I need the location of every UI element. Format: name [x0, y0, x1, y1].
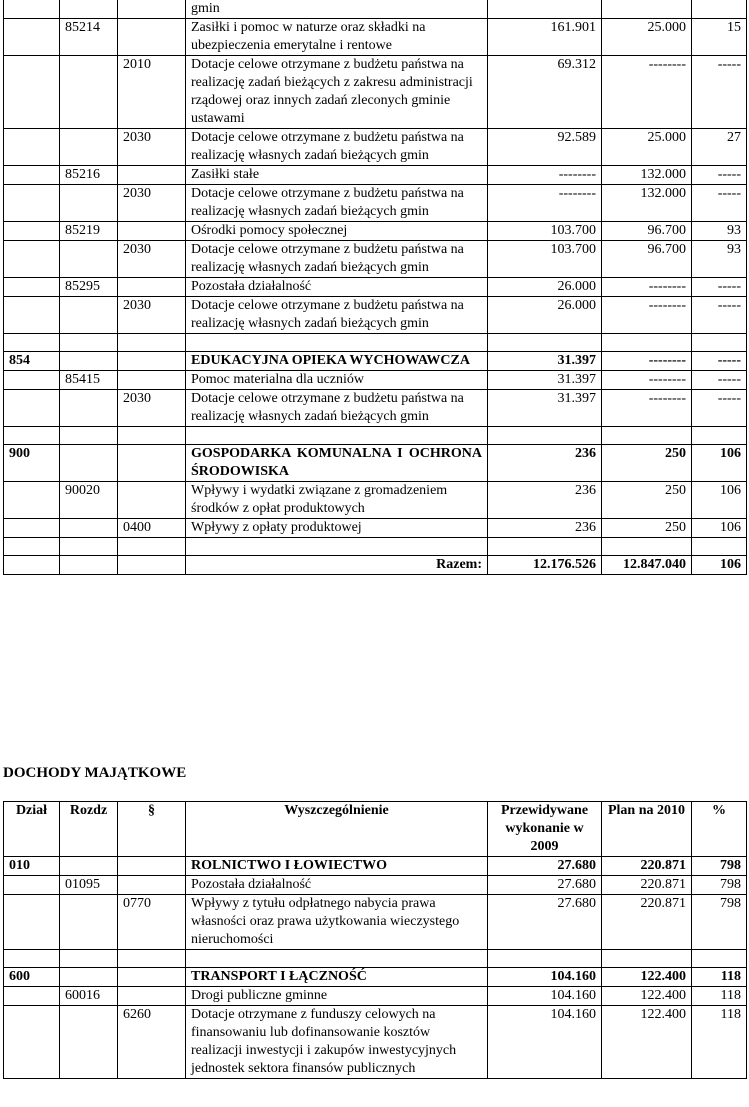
description-cell: TRANSPORT I ŁĄCZNOŚĆ	[186, 968, 488, 987]
percent-cell: 106	[692, 445, 747, 482]
rozdz-cell: 85295	[60, 278, 118, 297]
empty-cell	[186, 538, 488, 556]
paragraph-cell	[118, 987, 186, 1006]
rozdz-cell	[60, 297, 118, 334]
empty-cell	[4, 427, 60, 445]
plan-value-cell	[602, 0, 692, 19]
table-row	[4, 968, 747, 987]
paragraph-cell	[118, 352, 186, 371]
paragraph-cell: 0770	[118, 895, 186, 950]
table-row	[4, 352, 747, 371]
paragraph-cell	[118, 371, 186, 390]
percent-cell: 106	[692, 519, 747, 538]
empty-cell	[118, 334, 186, 352]
plan-value-cell: 122.400	[602, 968, 692, 987]
expected-value-cell: 26.000	[488, 278, 602, 297]
table-row	[4, 538, 747, 556]
expected-value-cell: 103.700	[488, 241, 602, 278]
rozdz-cell	[60, 895, 118, 950]
rozdz-cell	[60, 1006, 118, 1079]
percent-cell: -----	[692, 352, 747, 371]
description-cell: Dotacje otrzymane z funduszy celowych na finansowaniu lub dofinansowanie kosztów realizacji inwestycji i zakupów inwestycyjnych jednostek sektora finansów publicznych	[186, 1006, 488, 1079]
description-cell: EDUKACYJNA OPIEKA WYCHOWAWCZA	[186, 352, 488, 371]
table-row	[4, 857, 747, 876]
table-row	[4, 427, 747, 445]
empty-cell	[4, 538, 60, 556]
dzial-cell	[4, 519, 60, 538]
paragraph-cell: 0400	[118, 519, 186, 538]
plan-value-cell: 250	[602, 482, 692, 519]
description-cell: Pomoc materialna dla uczniów	[186, 371, 488, 390]
rozdz-cell: 60016	[60, 987, 118, 1006]
expected-value-cell: 104.160	[488, 1006, 602, 1079]
description-cell: Pozostała działalność	[186, 278, 488, 297]
table-header-row	[4, 802, 747, 857]
rozdz-cell	[60, 0, 118, 19]
description-cell: Dotacje celowe otrzymane z budżetu państwa na realizację własnych zadań bieżących gmin	[186, 129, 488, 166]
plan-value-cell: 96.700	[602, 222, 692, 241]
empty-cell	[60, 427, 118, 445]
empty-cell	[488, 538, 602, 556]
empty-cell	[692, 427, 747, 445]
rozdz-cell	[60, 857, 118, 876]
table-row	[4, 19, 747, 56]
expected-value-cell: 236	[488, 519, 602, 538]
description-cell: ROLNICTWO I ŁOWIECTWO	[186, 857, 488, 876]
paragraph-cell	[118, 445, 186, 482]
dzial-cell: 010	[4, 857, 60, 876]
table-row	[4, 241, 747, 278]
plan-value-cell: 220.871	[602, 895, 692, 950]
table-row	[4, 371, 747, 390]
empty-cell	[118, 950, 186, 968]
table-row	[4, 0, 747, 19]
table-row	[4, 297, 747, 334]
table-row	[4, 482, 747, 519]
percent-cell: -----	[692, 371, 747, 390]
description-cell: GOSPODARKA KOMUNALNA I OCHRONA ŚRODOWISKA	[186, 445, 488, 482]
dzial-cell: 600	[4, 968, 60, 987]
table-row	[4, 876, 747, 895]
paragraph-cell	[118, 857, 186, 876]
expected-value-cell: 26.000	[488, 297, 602, 334]
paragraph-cell	[118, 968, 186, 987]
plan-value-cell: 25.000	[602, 19, 692, 56]
dzial-cell	[4, 222, 60, 241]
table-row	[4, 556, 747, 575]
percent-cell: 93	[692, 222, 747, 241]
expected-value-cell: 27.680	[488, 895, 602, 950]
empty-cell	[186, 427, 488, 445]
percent-cell: -----	[692, 278, 747, 297]
empty-cell	[60, 538, 118, 556]
table-row	[4, 895, 747, 950]
table-row	[4, 185, 747, 222]
description-cell: Dotacje celowe otrzymane z budżetu państwa na realizację własnych zadań bieżących gmin	[186, 297, 488, 334]
header-percent: %	[692, 802, 747, 857]
expected-value-cell	[488, 0, 602, 19]
empty-cell	[602, 950, 692, 968]
percent-cell: 118	[692, 968, 747, 987]
empty-cell	[692, 950, 747, 968]
description-cell: Dotacje celowe otrzymane z budżetu państwa na realizację własnych zadań bieżących gmin	[186, 390, 488, 427]
paragraph-cell	[118, 278, 186, 297]
expected-value-cell: 103.700	[488, 222, 602, 241]
rozdz-cell	[60, 968, 118, 987]
table-row	[4, 278, 747, 297]
description-cell: Dotacje celowe otrzymane z budżetu państwa na realizację zadań bieżących z zakresu administracji rządowej oraz innych zadań zleconych gminie ustawami	[186, 56, 488, 129]
header-description: Wyszczególnienie	[186, 802, 488, 857]
expected-value-cell: 31.397	[488, 352, 602, 371]
dzial-cell	[4, 895, 60, 950]
plan-value-cell: 12.847.040	[602, 556, 692, 575]
rozdz-cell	[60, 519, 118, 538]
expected-value-cell: 236	[488, 482, 602, 519]
dzial-cell	[4, 166, 60, 185]
paragraph-cell: 2030	[118, 241, 186, 278]
description-cell: gmin	[186, 0, 488, 19]
plan-value-cell: 132.000	[602, 166, 692, 185]
dzial-cell	[4, 19, 60, 56]
rozdz-cell	[60, 185, 118, 222]
empty-cell	[186, 334, 488, 352]
percent-cell: 15	[692, 19, 747, 56]
expected-value-cell: 92.589	[488, 129, 602, 166]
dzial-cell	[4, 371, 60, 390]
header-paragraph: §	[118, 802, 186, 857]
rozdz-cell	[60, 390, 118, 427]
paragraph-cell	[118, 166, 186, 185]
percent-cell: 118	[692, 987, 747, 1006]
description-cell: Zasiłki i pomoc w naturze oraz składki na ubezpieczenia emerytalne i rentowe	[186, 19, 488, 56]
dzial-cell	[4, 390, 60, 427]
paragraph-cell	[118, 482, 186, 519]
dzial-cell	[4, 56, 60, 129]
empty-cell	[4, 334, 60, 352]
table-row	[4, 390, 747, 427]
paragraph-cell	[118, 19, 186, 56]
paragraph-cell	[118, 0, 186, 19]
dzial-cell	[4, 482, 60, 519]
table-row	[4, 1006, 747, 1079]
expected-value-cell: 69.312	[488, 56, 602, 129]
description-cell: Dotacje celowe otrzymane z budżetu państwa na realizację własnych zadań bieżących gmin	[186, 185, 488, 222]
dzial-cell	[4, 297, 60, 334]
table-row	[4, 166, 747, 185]
dzial-cell: 854	[4, 352, 60, 371]
asset-income-table	[3, 801, 747, 1079]
expected-value-cell: 104.160	[488, 987, 602, 1006]
percent-cell: 798	[692, 876, 747, 895]
header-expected-2009: Przewidywane wykonanie w 2009	[488, 802, 602, 857]
plan-value-cell: 220.871	[602, 876, 692, 895]
paragraph-cell: 2030	[118, 129, 186, 166]
rozdz-cell: 85216	[60, 166, 118, 185]
plan-value-cell: 96.700	[602, 241, 692, 278]
description-cell: Razem:	[186, 556, 488, 575]
dzial-cell	[4, 0, 60, 19]
dzial-cell	[4, 129, 60, 166]
rozdz-cell	[60, 56, 118, 129]
expected-value-cell: --------	[488, 185, 602, 222]
percent-cell: -----	[692, 390, 747, 427]
percent-cell: 106	[692, 482, 747, 519]
percent-cell: 118	[692, 1006, 747, 1079]
plan-value-cell: --------	[602, 297, 692, 334]
expected-value-cell: 236	[488, 445, 602, 482]
rozdz-cell: 90020	[60, 482, 118, 519]
empty-cell	[60, 334, 118, 352]
paragraph-cell: 2010	[118, 56, 186, 129]
empty-cell	[118, 427, 186, 445]
plan-value-cell: --------	[602, 278, 692, 297]
empty-cell	[60, 950, 118, 968]
table-row	[4, 987, 747, 1006]
percent-cell: -----	[692, 185, 747, 222]
plan-value-cell: 250	[602, 445, 692, 482]
paragraph-cell	[118, 222, 186, 241]
percent-cell: 93	[692, 241, 747, 278]
dzial-cell	[4, 278, 60, 297]
table-row	[4, 222, 747, 241]
empty-cell	[692, 538, 747, 556]
plan-value-cell: 122.400	[602, 1006, 692, 1079]
rozdz-cell: 85214	[60, 19, 118, 56]
plan-value-cell: --------	[602, 371, 692, 390]
empty-cell	[488, 334, 602, 352]
rozdz-cell	[60, 445, 118, 482]
table-row	[4, 445, 747, 482]
plan-value-cell: --------	[602, 390, 692, 427]
income-table-continued	[3, 0, 747, 575]
plan-value-cell: 132.000	[602, 185, 692, 222]
table-row	[4, 56, 747, 129]
table-row	[4, 519, 747, 538]
description-cell: Pozostała działalność	[186, 876, 488, 895]
rozdz-cell	[60, 241, 118, 278]
rozdz-cell: 01095	[60, 876, 118, 895]
paragraph-cell	[118, 556, 186, 575]
empty-cell	[602, 538, 692, 556]
section-title: DOCHODY MAJĄTKOWE	[3, 765, 187, 781]
percent-cell: -----	[692, 166, 747, 185]
expected-value-cell: 31.397	[488, 390, 602, 427]
plan-value-cell: --------	[602, 56, 692, 129]
paragraph-cell: 6260	[118, 1006, 186, 1079]
percent-cell: 106	[692, 556, 747, 575]
expected-value-cell: 104.160	[488, 968, 602, 987]
rozdz-cell: 85415	[60, 371, 118, 390]
expected-value-cell: 27.680	[488, 857, 602, 876]
table-row	[4, 950, 747, 968]
empty-cell	[186, 950, 488, 968]
percent-cell: 798	[692, 895, 747, 950]
plan-value-cell: 220.871	[602, 857, 692, 876]
rozdz-cell	[60, 352, 118, 371]
percent-cell: 798	[692, 857, 747, 876]
expected-value-cell: 27.680	[488, 876, 602, 895]
description-cell: Drogi publiczne gminne	[186, 987, 488, 1006]
description-cell: Wpływy z tytułu odpłatnego nabycia prawa własności oraz prawa użytkowania wieczystego nieruchomości	[186, 895, 488, 950]
plan-value-cell: --------	[602, 352, 692, 371]
dzial-cell	[4, 185, 60, 222]
description-cell: Dotacje celowe otrzymane z budżetu państwa na realizację własnych zadań bieżących gmin	[186, 241, 488, 278]
empty-cell	[118, 538, 186, 556]
dzial-cell	[4, 1006, 60, 1079]
percent-cell: -----	[692, 56, 747, 129]
empty-cell	[488, 427, 602, 445]
dzial-cell	[4, 987, 60, 1006]
header-dzial: Dział	[4, 802, 60, 857]
table-row	[4, 129, 747, 166]
rozdz-cell	[60, 556, 118, 575]
empty-cell	[4, 950, 60, 968]
header-plan-2010: Plan na 2010	[602, 802, 692, 857]
percent-cell	[692, 0, 747, 19]
paragraph-cell: 2030	[118, 185, 186, 222]
rozdz-cell	[60, 129, 118, 166]
rozdz-cell: 85219	[60, 222, 118, 241]
dzial-cell	[4, 556, 60, 575]
paragraph-cell: 2030	[118, 297, 186, 334]
percent-cell: -----	[692, 297, 747, 334]
table-row	[4, 334, 747, 352]
description-cell: Wpływy z opłaty produktowej	[186, 519, 488, 538]
percent-cell: 27	[692, 129, 747, 166]
empty-cell	[602, 427, 692, 445]
paragraph-cell	[118, 876, 186, 895]
dzial-cell	[4, 241, 60, 278]
header-rozdz: Rozdz	[60, 802, 118, 857]
empty-cell	[602, 334, 692, 352]
expected-value-cell: 12.176.526	[488, 556, 602, 575]
expected-value-cell: --------	[488, 166, 602, 185]
description-cell: Wpływy i wydatki związane z gromadzeniem środków z opłat produktowych	[186, 482, 488, 519]
dzial-cell: 900	[4, 445, 60, 482]
description-cell: Ośrodki pomocy społecznej	[186, 222, 488, 241]
description-cell: Zasiłki stałe	[186, 166, 488, 185]
dzial-cell	[4, 876, 60, 895]
plan-value-cell: 122.400	[602, 987, 692, 1006]
plan-value-cell: 250	[602, 519, 692, 538]
expected-value-cell: 161.901	[488, 19, 602, 56]
empty-cell	[488, 950, 602, 968]
expected-value-cell: 31.397	[488, 371, 602, 390]
plan-value-cell: 25.000	[602, 129, 692, 166]
empty-cell	[692, 334, 747, 352]
paragraph-cell: 2030	[118, 390, 186, 427]
